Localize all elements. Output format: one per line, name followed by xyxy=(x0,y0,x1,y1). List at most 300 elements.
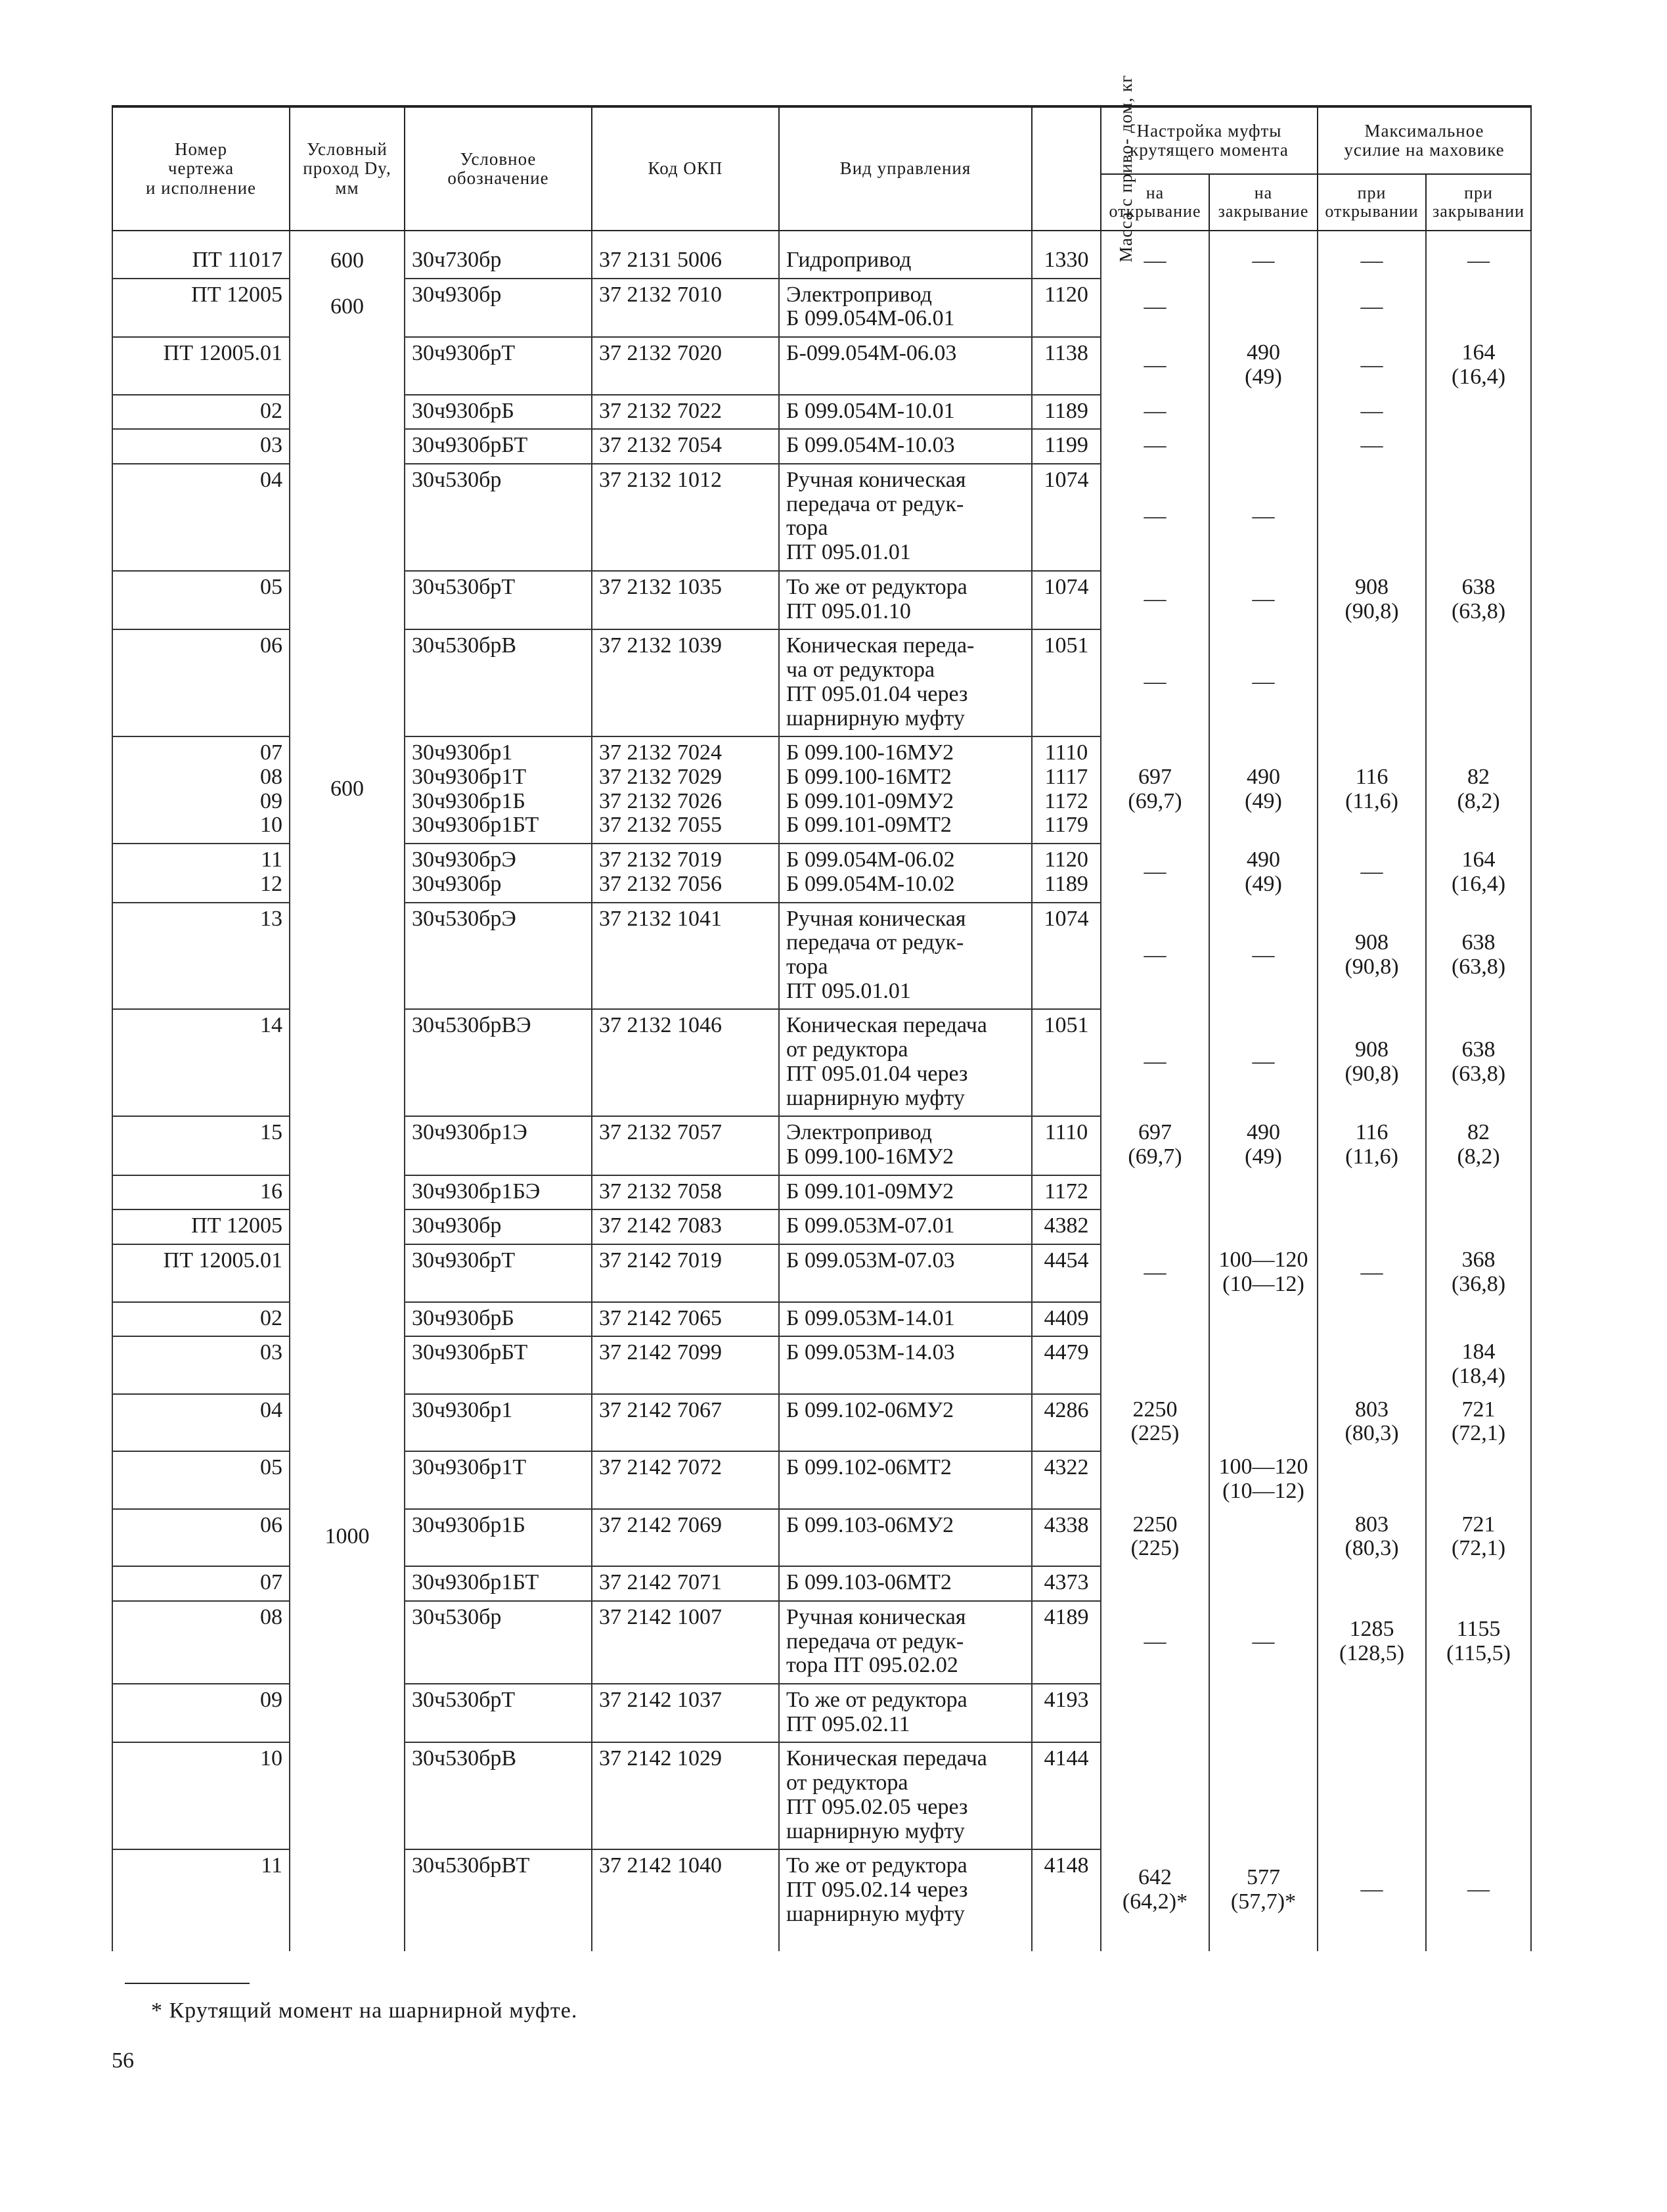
mass-cell: 1074 xyxy=(1032,903,1101,1010)
table-row xyxy=(112,1209,1531,1244)
table-row xyxy=(112,903,1531,1010)
table-row xyxy=(112,571,1531,629)
row-number-cell: 02 xyxy=(112,395,290,430)
force-closing-cell xyxy=(1426,1175,1531,1210)
torque-opening-cell: — xyxy=(1101,231,1209,279)
row-number-cell: 16 xyxy=(112,1175,290,1210)
mass-cell: 1110 xyxy=(1032,1116,1101,1175)
designation-cell: 30ч930бр xyxy=(405,1209,592,1244)
table-row xyxy=(112,464,1531,571)
force-closing-cell xyxy=(1426,429,1531,464)
table-row xyxy=(112,1244,1531,1301)
designation-cell: 30ч530бр xyxy=(405,464,592,571)
row-number-cell: 13 xyxy=(112,903,290,1010)
nominal-bore-cell xyxy=(290,1116,405,1175)
designation-cell: 30ч530брТ xyxy=(405,1684,592,1742)
control-type-cell: Б-099.054М-06.03 xyxy=(779,337,1032,394)
designation-cell: 30ч930брБТ xyxy=(405,1336,592,1393)
okp-code-cell: 37 2142 1007 xyxy=(592,1601,779,1684)
footnote-rule xyxy=(125,1983,250,1984)
mass-cell: 4479 xyxy=(1032,1336,1101,1393)
table-row xyxy=(112,395,1531,430)
header-mass-label: Масса с приво- дом, кг xyxy=(1116,75,1136,263)
table-row xyxy=(112,1601,1531,1684)
torque-closing-cell xyxy=(1209,1175,1318,1210)
force-closing-cell: 721 (72,1) xyxy=(1426,1394,1531,1451)
torque-closing-cell: 490 (49) xyxy=(1209,736,1318,844)
table-row xyxy=(112,1302,1531,1337)
mass-cell: 4454 xyxy=(1032,1244,1101,1301)
control-type-cell: Б 099.054М-10.03 xyxy=(779,429,1032,464)
force-closing-cell: 721 (72,1) xyxy=(1426,1509,1531,1566)
okp-code-cell: 37 2142 7071 xyxy=(592,1566,779,1601)
table-row xyxy=(112,337,1531,394)
okp-code-cell: 37 2132 1039 xyxy=(592,629,779,736)
header-designation: Условное обозначение xyxy=(405,106,592,231)
torque-opening-cell xyxy=(1101,1566,1209,1601)
control-type-cell: Б 099.053М-07.03 xyxy=(779,1244,1032,1301)
okp-code-cell: 37 2132 7010 xyxy=(592,279,779,337)
control-type-cell: Гидропривод xyxy=(779,231,1032,279)
control-type-cell: Б 099.054М-06.02 Б 099.054М-10.02 xyxy=(779,844,1032,902)
nominal-bore-cell: 600 xyxy=(290,736,405,844)
okp-code-cell: 37 2142 1040 xyxy=(592,1849,779,1951)
force-closing-cell: — xyxy=(1426,1849,1531,1951)
force-opening-cell xyxy=(1318,1684,1426,1742)
mass-cell: 4144 xyxy=(1032,1742,1101,1849)
force-opening-cell: 803 (80,3) xyxy=(1318,1509,1426,1566)
force-opening-cell xyxy=(1318,464,1426,571)
designation-cell: 30ч530брВТ xyxy=(405,1849,592,1951)
header-force-closing: при закрывании xyxy=(1426,174,1531,231)
mass-cell: 1120 1189 xyxy=(1032,844,1101,902)
nominal-bore-cell xyxy=(290,844,405,902)
torque-opening-cell: — xyxy=(1101,395,1209,430)
table-row xyxy=(112,1116,1531,1175)
nominal-bore-cell xyxy=(290,1302,405,1337)
mass-cell: 1120 xyxy=(1032,279,1101,337)
row-number-cell: 04 xyxy=(112,464,290,571)
control-type-cell: Коническая передача от редуктора ПТ 095.02.05 через шарнирную муфту xyxy=(779,1742,1032,1849)
nominal-bore-cell xyxy=(290,1451,405,1508)
row-number-cell: ПТ 12005 xyxy=(112,279,290,337)
nominal-bore-cell xyxy=(290,1175,405,1210)
force-closing-cell xyxy=(1426,1566,1531,1601)
force-closing-cell: 638 (63,8) xyxy=(1426,903,1531,1010)
torque-closing-cell xyxy=(1209,429,1318,464)
row-number-cell: 03 xyxy=(112,1336,290,1393)
table-row xyxy=(112,844,1531,902)
row-number-cell: 11 12 xyxy=(112,844,290,902)
force-opening-cell: 116 (11,6) xyxy=(1318,736,1426,844)
force-opening-cell: 803 (80,3) xyxy=(1318,1394,1426,1451)
designation-cell: 30ч530брВ xyxy=(405,1742,592,1849)
nominal-bore-cell xyxy=(290,903,405,1010)
force-closing-cell xyxy=(1426,1742,1531,1849)
table-row xyxy=(112,629,1531,736)
torque-closing-cell: — xyxy=(1209,1009,1318,1116)
nominal-bore-cell xyxy=(290,395,405,430)
mass-cell: 4286 xyxy=(1032,1394,1101,1451)
torque-opening-cell xyxy=(1101,1209,1209,1244)
torque-closing-cell xyxy=(1209,1742,1318,1849)
header-okp-code: Код ОКП xyxy=(592,106,779,231)
okp-code-cell: 37 2131 5006 xyxy=(592,231,779,279)
designation-cell: 30ч930бр1Б xyxy=(405,1509,592,1566)
nominal-bore-cell xyxy=(290,1209,405,1244)
force-opening-cell: 908 (90,8) xyxy=(1318,903,1426,1010)
torque-opening-cell: — xyxy=(1101,279,1209,337)
torque-opening-cell: — xyxy=(1101,571,1209,629)
force-opening-cell: — xyxy=(1318,279,1426,337)
mass-cell: 1189 xyxy=(1032,395,1101,430)
table-row xyxy=(112,736,1531,844)
force-opening-cell: — xyxy=(1318,1244,1426,1301)
torque-opening-cell: — xyxy=(1101,1244,1209,1301)
designation-cell: 30ч930брБ xyxy=(405,1302,592,1337)
nominal-bore-cell xyxy=(290,1601,405,1684)
row-number-cell: 02 xyxy=(112,1302,290,1337)
torque-closing-cell: — xyxy=(1209,1601,1318,1684)
force-closing-cell: 1155 (115,5) xyxy=(1426,1601,1531,1684)
okp-code-cell: 37 2132 1046 xyxy=(592,1009,779,1116)
torque-opening-cell: — xyxy=(1101,429,1209,464)
table-row xyxy=(112,1175,1531,1210)
nominal-bore-cell: 600 xyxy=(290,231,405,279)
force-opening-cell xyxy=(1318,1336,1426,1393)
control-type-cell: Ручная коническая передача от редук- тора ПТ 095.01.01 xyxy=(779,464,1032,571)
force-opening-cell: — xyxy=(1318,337,1426,394)
header-control-type: Вид управления xyxy=(779,106,1032,231)
okp-code-cell: 37 2142 7069 xyxy=(592,1509,779,1566)
nominal-bore-cell xyxy=(290,337,405,394)
mass-cell: 1051 xyxy=(1032,629,1101,736)
okp-code-cell: 37 2142 7072 xyxy=(592,1451,779,1508)
mass-cell: 4189 xyxy=(1032,1601,1101,1684)
header-torque-opening: на открывание xyxy=(1101,174,1209,231)
nominal-bore-cell xyxy=(290,1849,405,1951)
force-closing-cell: 638 (63,8) xyxy=(1426,1009,1531,1116)
nominal-bore-cell xyxy=(290,629,405,736)
valve-spec-table xyxy=(112,75,1532,1951)
force-opening-cell xyxy=(1318,1566,1426,1601)
torque-opening-cell xyxy=(1101,1336,1209,1393)
torque-opening-cell xyxy=(1101,1684,1209,1742)
designation-cell: 30ч530брЭ xyxy=(405,903,592,1010)
okp-code-cell: 37 2132 1041 xyxy=(592,903,779,1010)
torque-opening-cell: 2250 (225) xyxy=(1101,1509,1209,1566)
header-torque-closing: на закрывание xyxy=(1209,174,1318,231)
force-opening-cell: — xyxy=(1318,429,1426,464)
force-closing-cell xyxy=(1426,279,1531,337)
mass-cell: 1051 xyxy=(1032,1009,1101,1116)
header-clutch-setting: Настройка муфты крутящего момента xyxy=(1101,106,1318,174)
designation-cell: 30ч530брТ xyxy=(405,571,592,629)
torque-closing-cell: — xyxy=(1209,629,1318,736)
nominal-bore-cell xyxy=(290,1244,405,1301)
okp-code-cell: 37 2142 7067 xyxy=(592,1394,779,1451)
table-row xyxy=(112,1451,1531,1508)
nominal-bore-cell xyxy=(290,464,405,571)
torque-closing-cell xyxy=(1209,1302,1318,1337)
force-opening-cell xyxy=(1318,629,1426,736)
control-type-cell: Ручная коническая передача от редук- тора ПТ 095.02.02 xyxy=(779,1601,1032,1684)
torque-closing-cell xyxy=(1209,1509,1318,1566)
torque-opening-cell: 697 (69,7) xyxy=(1101,736,1209,844)
mass-cell: 1172 xyxy=(1032,1175,1101,1210)
okp-code-cell: 37 2142 7099 xyxy=(592,1336,779,1393)
nominal-bore-cell xyxy=(290,1336,405,1393)
row-number-cell: 11 xyxy=(112,1849,290,1951)
table-row xyxy=(112,1336,1531,1393)
header-force-opening: при открывании xyxy=(1318,174,1426,231)
mass-cell: 1330 xyxy=(1032,231,1101,279)
nominal-bore-cell: 1000 xyxy=(290,1509,405,1566)
designation-cell: 30ч930бр1БЭ xyxy=(405,1175,592,1210)
force-closing-cell xyxy=(1426,464,1531,571)
control-type-cell: Б 099.101-09МУ2 xyxy=(779,1175,1032,1210)
control-type-cell: Б 099.100-16МУ2 Б 099.100-16МТ2 Б 099.101-09МУ2 Б 099.101-09МТ2 xyxy=(779,736,1032,844)
mass-cell: 1110 1117 1172 1179 xyxy=(1032,736,1101,844)
table-row xyxy=(112,1394,1531,1451)
row-number-cell: ПТ 11017 xyxy=(112,231,290,279)
designation-cell: 30ч930брБТ xyxy=(405,429,592,464)
torque-closing-cell xyxy=(1209,395,1318,430)
designation-cell: 30ч930брТ xyxy=(405,1244,592,1301)
mass-cell: 4193 xyxy=(1032,1684,1101,1742)
force-opening-cell: 1285 (128,5) xyxy=(1318,1601,1426,1684)
footnote: * Крутящий момент на шарнирной муфте. xyxy=(151,1998,578,2023)
row-number-cell: 04 xyxy=(112,1394,290,1451)
force-closing-cell: 368 (36,8) xyxy=(1426,1244,1531,1301)
torque-opening-cell: — xyxy=(1101,844,1209,902)
torque-closing-cell: — xyxy=(1209,571,1318,629)
okp-code-cell: 37 2132 7058 xyxy=(592,1175,779,1210)
nominal-bore-cell xyxy=(290,1742,405,1849)
table-row xyxy=(112,1684,1531,1742)
row-number-cell: 03 xyxy=(112,429,290,464)
okp-code-cell: 37 2132 7024 37 2132 7029 37 2132 7026 37 2132 7055 xyxy=(592,736,779,844)
row-number-cell: 15 xyxy=(112,1116,290,1175)
force-closing-cell: 82 (8,2) xyxy=(1426,1116,1531,1175)
mass-cell: 4338 xyxy=(1032,1509,1101,1566)
control-type-cell: То же от редуктора ПТ 095.02.11 xyxy=(779,1684,1032,1742)
designation-cell: 30ч730бр xyxy=(405,231,592,279)
force-closing-cell: 164 (16,4) xyxy=(1426,844,1531,902)
table-row xyxy=(112,279,1531,337)
control-type-cell: Электропривод Б 099.100-16МУ2 xyxy=(779,1116,1032,1175)
mass-cell: 4148 xyxy=(1032,1849,1101,1951)
torque-opening-cell: — xyxy=(1101,337,1209,394)
nominal-bore-cell xyxy=(290,1566,405,1601)
torque-closing-cell: 490 (49) xyxy=(1209,844,1318,902)
mass-cell: 1074 xyxy=(1032,464,1101,571)
torque-closing-cell: — xyxy=(1209,903,1318,1010)
torque-opening-cell: — xyxy=(1101,1009,1209,1116)
control-type-cell: То же от редуктора ПТ 095.01.10 xyxy=(779,571,1032,629)
nominal-bore-cell xyxy=(290,1684,405,1742)
designation-cell: 30ч530брВ xyxy=(405,629,592,736)
torque-opening-cell: — xyxy=(1101,464,1209,571)
row-number-cell: 05 xyxy=(112,571,290,629)
table-row xyxy=(112,1009,1531,1116)
control-type-cell: Коническая переда- ча от редуктора ПТ 095.01.04 через шарнирную муфту xyxy=(779,629,1032,736)
row-number-cell: ПТ 12005 xyxy=(112,1209,290,1244)
force-opening-cell: — xyxy=(1318,1849,1426,1951)
nominal-bore-cell xyxy=(290,1009,405,1116)
table-body xyxy=(112,231,1531,1951)
row-number-cell: ПТ 12005.01 xyxy=(112,1244,290,1301)
torque-opening-cell: — xyxy=(1101,903,1209,1010)
mass-cell: 4373 xyxy=(1032,1566,1101,1601)
torque-closing-cell: 100—120 (10—12) xyxy=(1209,1451,1318,1508)
control-type-cell: То же от редуктора ПТ 095.02.14 через шарнирную муфту xyxy=(779,1849,1032,1951)
nominal-bore-cell xyxy=(290,571,405,629)
okp-code-cell: 37 2132 7020 xyxy=(592,337,779,394)
okp-code-cell: 37 2132 1012 xyxy=(592,464,779,571)
designation-cell: 30ч930бр1Т xyxy=(405,1451,592,1508)
force-opening-cell: — xyxy=(1318,395,1426,430)
torque-closing-cell: 577 (57,7)* xyxy=(1209,1849,1318,1951)
mass-cell: 1199 xyxy=(1032,429,1101,464)
force-opening-cell xyxy=(1318,1175,1426,1210)
designation-cell: 30ч930брБ xyxy=(405,395,592,430)
torque-closing-cell: 490 (49) xyxy=(1209,337,1318,394)
control-type-cell: Б 099.054М-10.01 xyxy=(779,395,1032,430)
torque-closing-cell xyxy=(1209,1566,1318,1601)
mass-cell: 4382 xyxy=(1032,1209,1101,1244)
designation-cell: 30ч930бр1 xyxy=(405,1394,592,1451)
table-row xyxy=(112,1849,1531,1951)
control-type-cell: Ручная коническая передача от редук- тора ПТ 095.01.01 xyxy=(779,903,1032,1010)
force-closing-cell: 638 (63,8) xyxy=(1426,571,1531,629)
nominal-bore-cell xyxy=(290,1394,405,1451)
row-number-cell: ПТ 12005.01 xyxy=(112,337,290,394)
mass-cell: 1074 xyxy=(1032,571,1101,629)
table-row xyxy=(112,1742,1531,1849)
force-opening-cell: 116 (11,6) xyxy=(1318,1116,1426,1175)
mass-cell: 4409 xyxy=(1032,1302,1101,1337)
torque-closing-cell xyxy=(1209,279,1318,337)
torque-opening-cell xyxy=(1101,1451,1209,1508)
okp-code-cell: 37 2142 7019 xyxy=(592,1244,779,1301)
mass-cell: 4322 xyxy=(1032,1451,1101,1508)
designation-cell: 30ч930бр xyxy=(405,279,592,337)
control-type-cell: Коническая передача от редуктора ПТ 095.01.04 через шарнирную муфту xyxy=(779,1009,1032,1116)
okp-code-cell: 37 2132 7057 xyxy=(592,1116,779,1175)
control-type-cell: Б 099.102-06МУ2 xyxy=(779,1394,1032,1451)
torque-closing-cell xyxy=(1209,1209,1318,1244)
torque-closing-cell: 490 (49) xyxy=(1209,1116,1318,1175)
control-type-cell: Б 099.053М-07.01 xyxy=(779,1209,1032,1244)
designation-cell: 30ч930бр1БТ xyxy=(405,1566,592,1601)
force-opening-cell xyxy=(1318,1451,1426,1508)
row-number-cell: 14 xyxy=(112,1009,290,1116)
torque-opening-cell xyxy=(1101,1742,1209,1849)
designation-cell: 30ч530брВЭ xyxy=(405,1009,592,1116)
force-closing-cell xyxy=(1426,1684,1531,1742)
designation-cell: 30ч530бр xyxy=(405,1601,592,1684)
control-type-cell: Б 099.053М-14.01 xyxy=(779,1302,1032,1337)
row-number-cell: 06 xyxy=(112,629,290,736)
designation-cell: 30ч930брТ xyxy=(405,337,592,394)
force-opening-cell: — xyxy=(1318,231,1426,279)
torque-opening-cell: — xyxy=(1101,629,1209,736)
control-type-cell: Электропривод Б 099.054М-06.01 xyxy=(779,279,1032,337)
torque-opening-cell: — xyxy=(1101,1601,1209,1684)
torque-closing-cell xyxy=(1209,1394,1318,1451)
okp-code-cell: 37 2132 1035 xyxy=(592,571,779,629)
table-row xyxy=(112,231,1531,279)
force-closing-cell: — xyxy=(1426,231,1531,279)
force-opening-cell: 908 (90,8) xyxy=(1318,1009,1426,1116)
mass-cell: 1138 xyxy=(1032,337,1101,394)
okp-code-cell: 37 2142 7065 xyxy=(592,1302,779,1337)
force-closing-cell: 164 (16,4) xyxy=(1426,337,1531,394)
torque-closing-cell: — xyxy=(1209,231,1318,279)
force-closing-cell xyxy=(1426,395,1531,430)
control-type-cell: Б 099.102-06МТ2 xyxy=(779,1451,1032,1508)
force-closing-cell xyxy=(1426,1451,1531,1508)
torque-opening-cell: 697 (69,7) xyxy=(1101,1116,1209,1175)
table-row xyxy=(112,1566,1531,1601)
control-type-cell: Б 099.053М-14.03 xyxy=(779,1336,1032,1393)
table-row xyxy=(112,1509,1531,1566)
row-number-cell: 10 xyxy=(112,1742,290,1849)
row-number-cell: 05 xyxy=(112,1451,290,1508)
force-closing-cell xyxy=(1426,629,1531,736)
torque-closing-cell: — xyxy=(1209,464,1318,571)
torque-opening-cell xyxy=(1101,1302,1209,1337)
control-type-cell: Б 099.103-06МТ2 xyxy=(779,1566,1032,1601)
table-row xyxy=(112,429,1531,464)
row-number-cell: 08 xyxy=(112,1601,290,1684)
row-number-cell: 07 08 09 10 xyxy=(112,736,290,844)
row-number-cell: 06 xyxy=(112,1509,290,1566)
okp-code-cell: 37 2142 1037 xyxy=(592,1684,779,1742)
torque-opening-cell xyxy=(1101,1175,1209,1210)
okp-code-cell: 37 2142 1029 xyxy=(592,1742,779,1849)
force-closing-cell xyxy=(1426,1302,1531,1337)
control-type-cell: Б 099.103-06МУ2 xyxy=(779,1509,1032,1566)
okp-code-cell: 37 2132 7022 xyxy=(592,395,779,430)
force-closing-cell xyxy=(1426,1209,1531,1244)
force-opening-cell xyxy=(1318,1742,1426,1849)
torque-closing-cell: 100—120 (10—12) xyxy=(1209,1244,1318,1301)
okp-code-cell: 37 2132 7019 37 2132 7056 xyxy=(592,844,779,902)
torque-opening-cell: 642 (64,2)* xyxy=(1101,1849,1209,1951)
designation-cell: 30ч930бр1Э xyxy=(405,1116,592,1175)
header-nominal-bore: Условный проход Dy, мм xyxy=(290,106,405,231)
page-number: 56 xyxy=(112,2048,134,2073)
torque-opening-cell: 2250 (225) xyxy=(1101,1394,1209,1451)
torque-closing-cell xyxy=(1209,1336,1318,1393)
designation-cell: 30ч930бр1 30ч930бр1Т 30ч930бр1Б 30ч930бр1БТ xyxy=(405,736,592,844)
okp-code-cell: 37 2132 7054 xyxy=(592,429,779,464)
force-opening-cell: — xyxy=(1318,844,1426,902)
torque-closing-cell xyxy=(1209,1684,1318,1742)
nominal-bore-cell xyxy=(290,429,405,464)
designation-cell: 30ч930брЭ 30ч930бр xyxy=(405,844,592,902)
header-drawing-number: Номер чертежа и исполнение xyxy=(112,106,290,231)
force-closing-cell: 184 (18,4) xyxy=(1426,1336,1531,1393)
nominal-bore-cell: 600 xyxy=(290,279,405,337)
force-opening-cell xyxy=(1318,1209,1426,1244)
force-opening-cell xyxy=(1318,1302,1426,1337)
row-number-cell: 07 xyxy=(112,1566,290,1601)
force-opening-cell: 908 (90,8) xyxy=(1318,571,1426,629)
okp-code-cell: 37 2142 7083 xyxy=(592,1209,779,1244)
